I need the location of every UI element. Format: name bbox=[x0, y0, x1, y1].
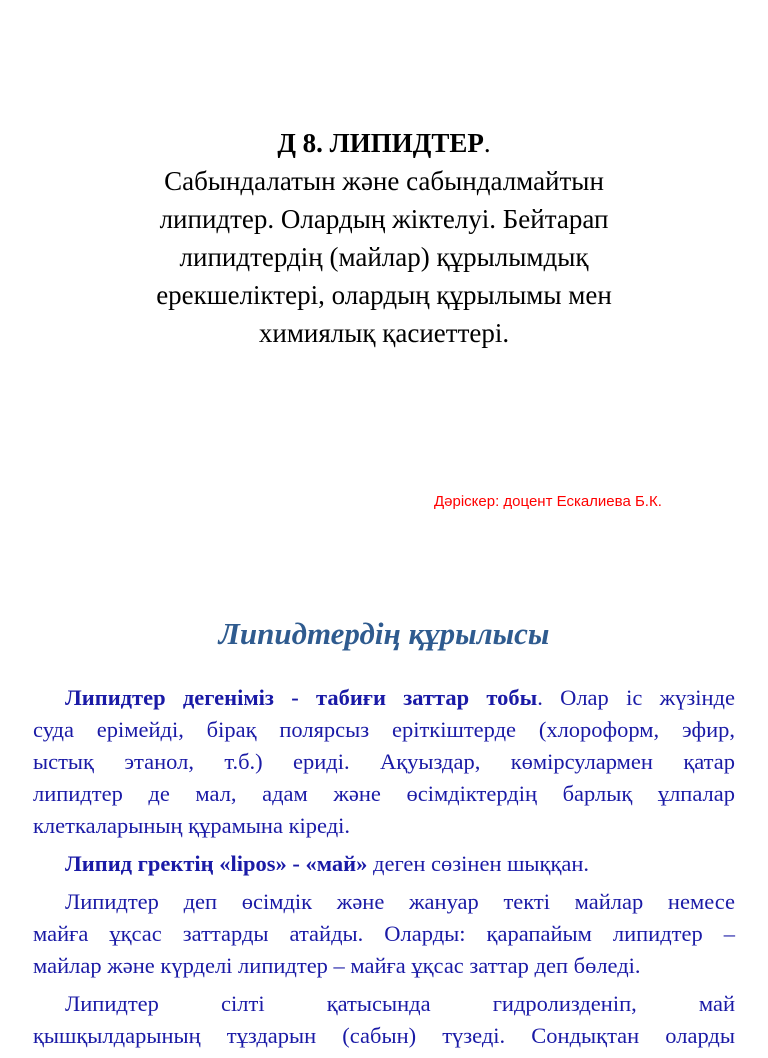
lecture-title: Д 8. ЛИПИДТЕР bbox=[277, 128, 484, 158]
content-slide bbox=[0, 576, 768, 1048]
paragraph-1-line-1 bbox=[33, 682, 735, 714]
paragraph-1 bbox=[33, 682, 735, 842]
paragraph-3-line-1: Липидтер деп өсімдік және жануар текті майлар немесе bbox=[65, 889, 735, 914]
paragraph-3-line-2: майға ұқсас заттарды атайды. Оларды: қарапайым липидтер – bbox=[33, 921, 735, 946]
paragraph-4-line-1: Липидтер сілті қатысында гидролизденіп, май bbox=[65, 991, 735, 1016]
paragraph-4-line-2: қышқылдарының тұздарын (сабын) түзеді. Сондықтан оларды bbox=[33, 1023, 735, 1048]
etymology-bold: Липид гректің «lipos» - «май» bbox=[65, 851, 368, 876]
paragraph-1-line-1-rest: . Олар іс жүзінде bbox=[537, 685, 735, 710]
subtitle-line-5: химиялық қасиеттері. bbox=[258, 318, 510, 348]
body-text bbox=[33, 682, 735, 1058]
paragraph-2-rest: деген сөзінен шыққан. bbox=[367, 851, 590, 876]
definition-bold: Липидтер дегеніміз - табиғи заттар тобы bbox=[65, 685, 538, 710]
paragraph-1-line-4: липидтер де мал, адам және өсімдіктердің барлық ұлпалар bbox=[33, 781, 735, 806]
paragraph-3 bbox=[33, 886, 735, 982]
subtitle-line-1: Сабындалатын және сабындалмайтын bbox=[164, 166, 604, 196]
paragraph-4 bbox=[33, 988, 735, 1052]
title-block bbox=[60, 124, 708, 352]
title-period: . bbox=[483, 128, 491, 158]
subtitle-line-2: липидтер. Олардың жіктелуі. Бейтарап bbox=[159, 204, 609, 234]
paragraph-2 bbox=[33, 848, 735, 880]
subtitle-line-3: липидтердің (майлар) құрылымдық bbox=[179, 242, 589, 272]
paragraph-1-line-2: суда ерімейді, бірақ полярсыз еріткіштерде (хлороформ, эфир, bbox=[33, 717, 735, 742]
subtitle-line-4: ерекшеліктері, олардың құрылымы мен bbox=[156, 280, 612, 310]
title-line bbox=[60, 124, 708, 162]
paragraph-1-line-5: клеткаларының құрамына кіреді. bbox=[33, 813, 351, 838]
paragraph-1-line-3: ыстық этанол, т.б.) ериді. Ақуыздар, көмірсулармен қатар bbox=[33, 749, 735, 774]
section-title: Липидтердің құрылысы bbox=[218, 616, 550, 651]
lecturer-name: Дәріскер: доцент Ескалиева Б.К. bbox=[434, 493, 662, 510]
paragraph-3-line-3: майлар және күрделі липидтер – майға ұқсас заттар деп бөледі. bbox=[33, 953, 641, 978]
